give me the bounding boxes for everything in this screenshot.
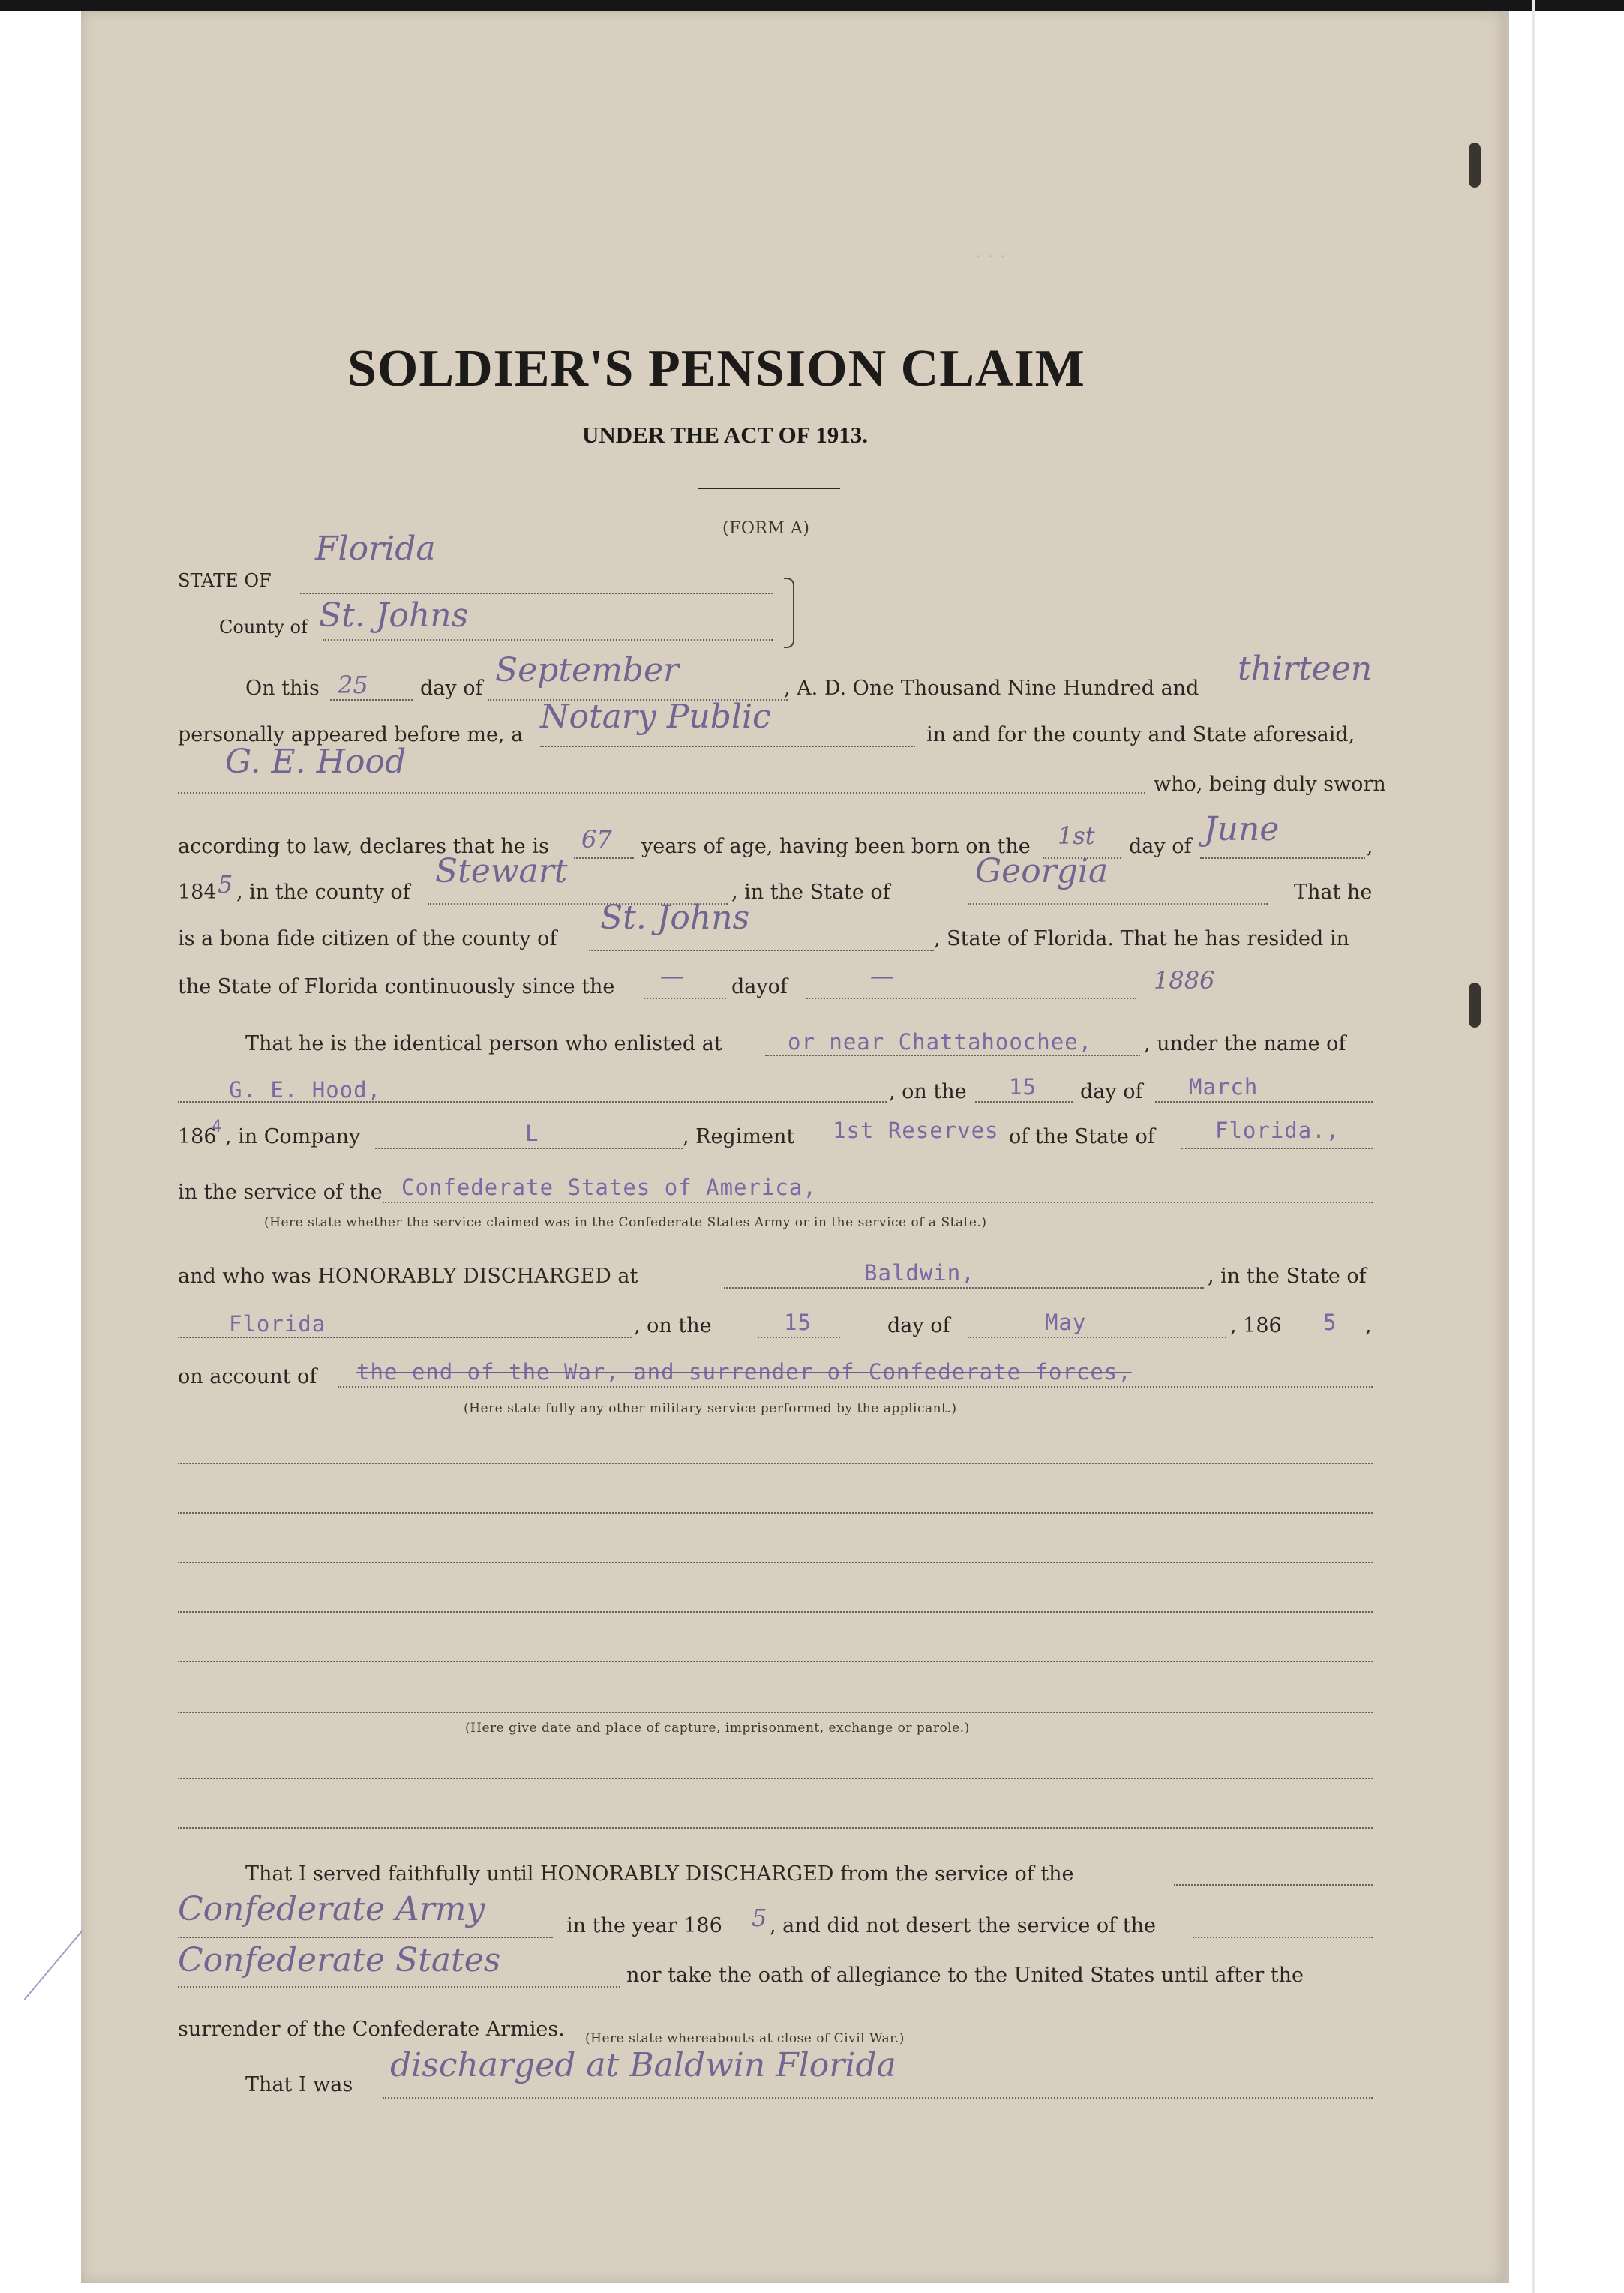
enlist-month-underline: [1155, 1101, 1373, 1103]
identical-text: That he is the identical person who enlisted at: [245, 1032, 722, 1055]
in-year-label: in the year 186: [566, 1914, 722, 1937]
since-day-underline: [644, 998, 726, 999]
discharge-day-underline: [758, 1337, 840, 1338]
blank-line-4: [178, 1611, 1373, 1613]
county-value: St. Johns: [319, 596, 469, 635]
form-label: (FORM A): [722, 519, 810, 538]
page-edge: [1502, 11, 1509, 2283]
bleed-through-text: . . .: [975, 240, 1007, 263]
discharge-place-underline: [724, 1287, 1204, 1289]
other-service-note: (Here state fully any other military service performed by the applicant.): [464, 1401, 957, 1416]
in-company-label: , in Company: [225, 1125, 361, 1148]
discharge-state: Florida: [229, 1311, 326, 1337]
company-value: L: [525, 1121, 539, 1146]
enlist-name-underline: [178, 1101, 887, 1103]
blank-line-7: [178, 1778, 1373, 1779]
service-label: in the service of the: [178, 1181, 383, 1204]
day-underline: [330, 699, 413, 701]
scan-artifact: [1532, 0, 1535, 2293]
citizen-county: St. Johns: [600, 899, 750, 937]
discharge-day: 15: [784, 1310, 812, 1335]
officer-underline: [540, 746, 915, 747]
birth-county: Stewart: [435, 852, 568, 890]
birth-state: Georgia: [975, 852, 1109, 890]
declares-text: according to law, declares that he is: [178, 835, 549, 858]
capture-note: (Here give date and place of capture, imprisonment, exchange or parole.): [465, 1721, 970, 1736]
enlist-month: March: [1189, 1074, 1259, 1100]
enlist-year-digit: 4: [212, 1118, 223, 1136]
honorably-text: and who was HONORABLY DISCHARGED at: [178, 1265, 638, 1288]
divider: [698, 488, 840, 489]
whereabouts-note: (Here state whereabouts at close of Civil War.): [585, 2031, 905, 2046]
claimant-age: 67: [581, 825, 612, 854]
served-states: Confederate States: [178, 1941, 501, 1979]
discharge-end-comma: ,: [1365, 1314, 1372, 1337]
officer-title: Notary Public: [540, 698, 771, 736]
appeared-label: personally appeared before me, a: [178, 723, 524, 746]
enlist-state: Florida.,: [1215, 1118, 1340, 1143]
state-underline: [300, 593, 773, 594]
discharge-month-underline: [968, 1337, 1226, 1338]
desert-underline: [1193, 1937, 1373, 1938]
sworn-text: who, being duly sworn: [1154, 773, 1386, 796]
regiment-value: 1st Reserves: [833, 1118, 999, 1143]
binding-tab-top: [1469, 143, 1481, 188]
birth-state-underline: [968, 903, 1268, 905]
jurisdiction-brace: [784, 578, 794, 648]
birth-year-digit: 5: [218, 870, 233, 899]
enlist-name: G. E. Hood,: [229, 1077, 382, 1103]
that-i-was-label: That I was: [245, 2073, 353, 2096]
scan-border-top: [0, 0, 1624, 11]
since-year: 1886: [1154, 966, 1215, 995]
served-text: That I served faithfully until HONORABLY DISCHARGED from the service of the: [245, 1862, 1074, 1886]
service-underline: [383, 1202, 1373, 1203]
served-army: Confederate Army: [178, 1890, 485, 1928]
county-state-text: in and for the county and State aforesaid,: [926, 723, 1355, 746]
discharge-on-the: , on the: [634, 1314, 712, 1337]
service-value: Confederate States of America,: [401, 1175, 817, 1200]
margin-pencil-mark: [24, 1930, 83, 2000]
discharge-year-prefix: , 186: [1230, 1314, 1282, 1337]
service-note: (Here state whether the service claimed was in the Confederate States Army or in the service of a State.): [264, 1215, 987, 1230]
binding-tab-middle: [1469, 983, 1481, 1028]
in-state-label: , in the State of: [731, 881, 890, 904]
birth-month: June: [1204, 810, 1280, 848]
blank-line-3: [178, 1562, 1373, 1563]
company-underline: [375, 1148, 683, 1149]
birth-year-prefix: 184: [178, 881, 217, 904]
discharge-state-underline: [178, 1337, 632, 1338]
in-county-label: , in the county of: [236, 881, 410, 904]
day-of-label-3: day of: [1080, 1080, 1143, 1103]
on-this-label: On this: [245, 677, 320, 700]
surrender-text: surrender of the Confederate Armies.: [178, 2018, 565, 2041]
county-underline: [323, 639, 773, 641]
since-text: the State of Florida continuously since the: [178, 975, 615, 998]
birth-day: 1st: [1058, 821, 1095, 850]
blank-line-1: [178, 1463, 1373, 1464]
blank-line-6: [178, 1712, 1373, 1713]
age-underline: [574, 857, 634, 859]
whereabouts-value: discharged at Baldwin Florida: [390, 2046, 896, 2084]
discharge-year-digit: 5: [1323, 1310, 1337, 1335]
discharge-reason: the end of the War, and surrender of Confederate forces,: [356, 1359, 1132, 1385]
resided-text: , State of Florida. That he has resided in: [934, 927, 1349, 950]
affidavit-year-words: thirteen: [1238, 650, 1373, 688]
discharge-place: Baldwin,: [864, 1260, 975, 1286]
desert-text: , and did not desert the service of the: [770, 1914, 1156, 1937]
regiment-label: , Regiment: [683, 1125, 795, 1148]
enlist-day-underline: [975, 1101, 1073, 1103]
day-of-label: day of: [420, 677, 483, 700]
enlist-year-prefix: 186: [178, 1125, 217, 1148]
page-subtitle: UNDER THE ACT OF 1913.: [582, 422, 868, 448]
on-the-label: , on the: [889, 1080, 967, 1103]
citizen-text: is a bona fide citizen of the county of: [178, 927, 557, 950]
since-day: —: [660, 962, 684, 990]
states-underline: [178, 1986, 620, 1988]
born-text: years of age, having been born on the: [641, 835, 1031, 858]
page-title: SOLDIER'S PENSION CLAIM: [347, 340, 1085, 398]
in-state-of-label: , in the State of: [1208, 1265, 1367, 1288]
that-he-label: That he: [1294, 881, 1373, 904]
army-underline: [178, 1937, 553, 1938]
since-month: —: [870, 962, 894, 990]
account-label: on account of: [178, 1365, 317, 1388]
enlist-place: or near Chattahoochee,: [788, 1029, 1093, 1055]
blank-line-5: [178, 1661, 1373, 1662]
ad-text: , A. D. One Thousand Nine Hundred and: [784, 677, 1199, 700]
state-value: Florida: [315, 530, 436, 568]
affidavit-day: 25: [338, 671, 368, 699]
enlist-day: 15: [1009, 1074, 1037, 1100]
affidavit-month: September: [495, 651, 680, 689]
birth-month-underline: [1200, 857, 1365, 859]
blank-line-8: [178, 1827, 1373, 1829]
served-underline: [1174, 1884, 1373, 1886]
dayof-label: dayof: [731, 975, 788, 998]
of-state-label: of the State of: [1009, 1125, 1155, 1148]
county-label: County of: [219, 617, 308, 638]
discharge-month: May: [1045, 1310, 1087, 1335]
state-label: STATE OF: [178, 570, 272, 591]
enlist-state-underline: [1181, 1148, 1373, 1149]
whereabouts-underline: [383, 2097, 1373, 2099]
served-year-digit: 5: [752, 1904, 767, 1932]
under-name-text: , under the name of: [1144, 1032, 1346, 1055]
enlist-place-underline: [765, 1055, 1140, 1056]
oath-text: nor take the oath of allegiance to the United States until after the: [626, 1964, 1304, 1987]
citizen-county-underline: [589, 950, 934, 951]
reason-underline: [338, 1386, 1373, 1388]
comma-1: ,: [1367, 835, 1373, 858]
since-month-underline: [806, 998, 1136, 999]
day-of-label-2: day of: [1129, 835, 1192, 858]
claimant-name: G. E. Hood: [225, 743, 407, 781]
blank-line-2: [178, 1512, 1373, 1514]
discharge-day-of: day of: [887, 1314, 950, 1337]
name-underline: [178, 792, 1145, 794]
